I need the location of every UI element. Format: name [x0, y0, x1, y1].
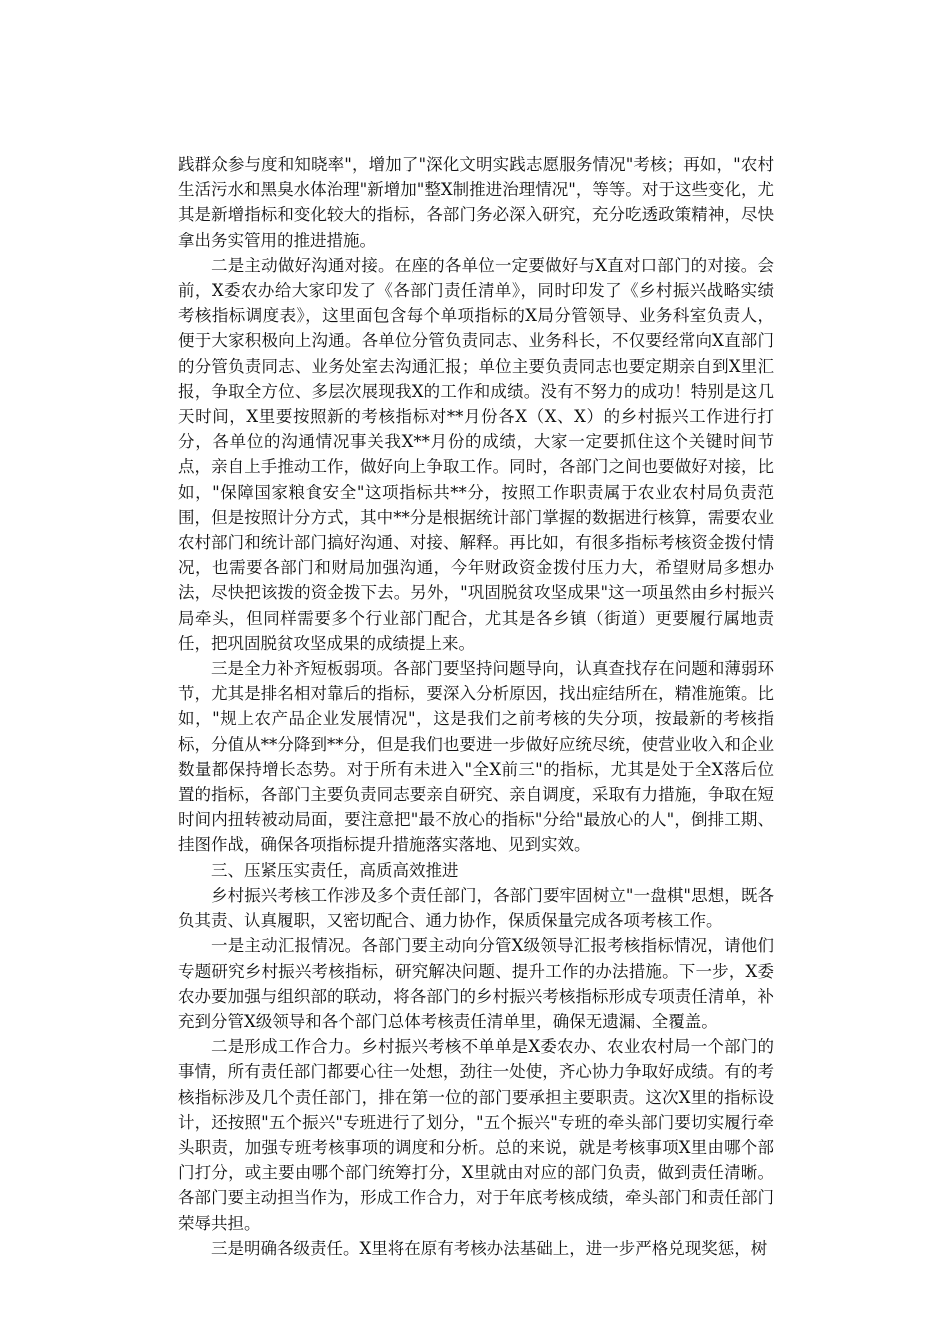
paragraph-2: 二是主动做好沟通对接。在座的各单位一定要做好与X直对口部门的对接。会前，X委农办给大家印发了《各部门责任清单》，同时印发了《乡村振兴战略实绩考核指标调度表》，这里面包含每个单项指标的X局分管领导、业务科室负责人，便于大家积极向上沟通。各单位分管负责同志、业务科长，不仅要经常向X直部门的分管负责同志、业务处室去沟通汇报；单位主要负责同志也要定期亲自到X里汇报，争取全方位、多层次展现我X的工作和成绩。没有不努力的成功！特别是这几天时间，X里要按照新的考核指标对**月份各X（X、X）的乡村振兴工作进行打分，各单位的沟通情况事关我X**月份的成绩，大家一定要抓住这个关键时间节点，亲自上手推动工作，做好向上争取工作。同时，各部门之间也要做好对接，比如，"保障国家粮食安全"这项指标共**分，按照工作职责属于农业农村局负责范围，但是按照计分方式，其中**分是根据统计部门掌握的数据进行核算，需要农业农村部门和统计部门搞好沟通、对接、解释。再比如，有很多指标考核资金拨付情况，也需要各部门和财局加强沟通，今年财政资金拨付压力大，希望财局多想办法，尽快把该拨的资金拨下去。另外，"巩固脱贫攻坚成果"这一项虽然由乡村振兴局牵头，但同样需要多个行业部门配合，尤其是各乡镇（街道）更要履行属地责任，把巩固脱贫攻坚成果的成绩提上来。: [178, 255, 774, 653]
paragraph-8: 三是明确各级责任。X里将在原有考核办法基础上，进一步严格兑现奖惩，树: [211, 1238, 768, 1258]
section-heading: 三、压紧压实责任，高质高效推进: [211, 860, 459, 880]
paragraph-7: 二是形成工作合力。乡村振兴考核不单单是X委农办、农业农村局一个部门的事情，所有责任部门都要心往一处想，劲往一处使，齐心协力争取好成绩。有的考核指标涉及几个责任部门，排在第一位的部门要承担主要职责。这次X里的指标设计，还按照"五个振兴"专班进行了划分，"五个振兴"专班的牵头部门要切实履行牵头职责，加强专班考核事项的调度和分析。总的来说，就是考核事项X里由哪个部门打分，或主要由哪个部门统筹打分，X里就由对应的部门负责，做到责任清晰。各部门要主动担当作为，形成工作合力，对于年底考核成绩，牵头部门和责任部门荣辱共担。: [178, 1037, 774, 1233]
paragraph-6: 一是主动汇报情况。各部门要主动向分管X级领导汇报考核指标情况，请他们专题研究乡村振兴考核指标，研究解决问题、提升工作的办法措施。下一步，X委农办要加强与组织部的联动，将各部门的乡村振兴考核指标形成专项责任清单，补充到分管X级领导和各个部门总体考核责任清单里，确保无遗漏、全覆盖。: [178, 936, 774, 1031]
paragraph-3: 三是全力补齐短板弱项。各部门要坚持问题导向，认真查找存在问题和薄弱环节，尤其是排名相对靠后的指标，要深入分析原因，找出症结所在，精准施策。比如，"规上农产品企业发展情况"，这是我们之前考核的失分项，按最新的考核指标，分值从**分降到**分，但是我们也要进一步做好应统尽统，使营业收入和企业数量都保持增长态势。对于所有未进入"全X前三"的指标，尤其是处于全X落后位置的指标，各部门主要负责同志要亲自研究、亲自调度，采取有力措施，争取在短时间内扭转被动局面，要注意把"最不放心的指标"分给"最放心的人"，倒排工期、挂图作战，确保各项指标提升措施落实落地、见到实效。: [178, 659, 774, 855]
paragraph-1: 践群众参与度和知晓率"，增加了"深化文明实践志愿服务情况"考核；再如，"农村生活污水和黑臭水体治理"新增加"整X制推进治理情况"，等等。对于这些变化，尤其是新增指标和变化较大的指标，各部门务必深入研究，充分吃透政策精神，尽快拿出务实管用的推进措施。: [178, 155, 774, 250]
document-body: [178, 152, 774, 1261]
paragraph-5: 乡村振兴考核工作涉及多个责任部门，各部门要牢固树立"一盘棋"思想，既各负其责、认真履职，又密切配合、通力协作，保质保量完成各项考核工作。: [178, 885, 774, 931]
